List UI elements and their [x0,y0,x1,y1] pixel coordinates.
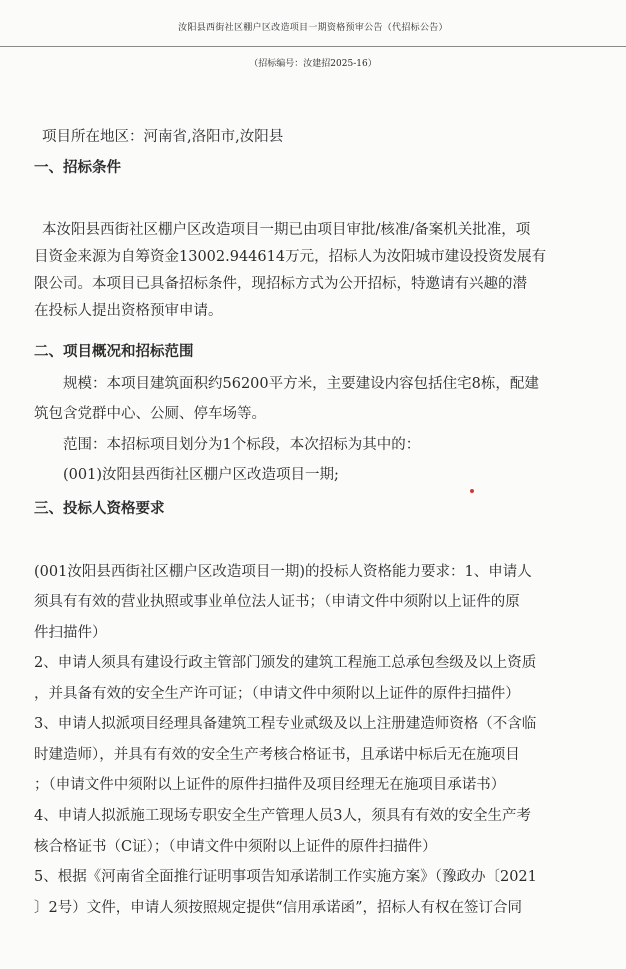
section-1-line: 限公司。本项目已具备招标条件，现招标方式为公开招标，特邀请有兴趣的潜 [34,276,527,292]
section-3-line: 核合格证书（C证）；（申请文件中须附以上证件的原件扫描件） [34,839,437,855]
section-3-line: 须具有有效的营业执照或事业单位法人证书；（申请文件中须附以上证件的原 [34,594,520,610]
section-2-line: 范围：本招标项目划分为1个标段，本次招标为其中的： [63,437,421,453]
section-3-line: ；（申请文件中须附以上证件的原件扫描件及项目经理无在施项目承诺书） [34,777,506,793]
section-3-line: 2、申请人须具有建设行政主管部门颁发的建筑工程施工总承包叁级及以上资质 [34,655,537,671]
section-1-line: 目资金来源为自筹资金13002.944614万元，招标人为汝阳城市建设投资发展有 [34,249,547,265]
section-3-line: ，并具备有效的安全生产许可证；（申请文件中须附以上证件的原件扫描件） [34,686,520,702]
project-location: 项目所在地区：河南省,洛阳市,汝阳县 [42,129,284,145]
title-divider [0,46,626,47]
section-2-line: (001)汝阳县西街社区棚户区改造项目一期; [63,467,339,483]
section-1-line: 本汝阳县西街社区棚户区改造项目一期已由项目审批/核准/备案机关批准，项 [42,222,531,238]
section-1-line: 在投标人提出资格预审申请。 [34,303,223,319]
document-title: 汝阳县西街社区棚户区改造项目一期资格预审公告（代招标公告） [178,23,448,33]
section-3-line: 时建造师），并具有有效的安全生产考核合格证书，且承诺中标后无在施项目 [34,747,520,763]
section-3-line: 3、申请人拟派项目经理具备建筑工程专业贰级及以上注册建造师资格（不含临 [34,716,537,732]
section-2-line: 规模：本项目建筑面积约56200平方米，主要建设内容包括住宅8栋，配建 [63,376,539,392]
section-1-heading: 一、招标条件 [34,160,121,176]
section-3-line: 4、申请人拟派施工现场专职安全生产管理人员3人，须具有有效的安全生产考 [34,808,531,824]
red-ink-mark [470,489,474,493]
section-2-heading: 二、项目概况和招标范围 [34,344,194,360]
section-3-line: 〕2号）文件，申请人须按照规定提供“信用承诺函”，招标人有权在签订合同 [34,900,523,916]
section-3-line: 件扫描件） [34,625,107,641]
section-2-line: 筑包含党群中心、公厕、停车场等。 [34,406,266,422]
section-3-heading: 三、投标人资格要求 [34,501,165,517]
section-3-line: 5、根据《河南省全面推行证明事项告知承诺制工作实施方案》（豫政办〔2021 [34,869,537,885]
section-3-line: (001汝阳县西街社区棚户区改造项目一期)的投标人资格能力要求：1、申请人 [34,564,532,580]
tender-number: （招标编号：汝建招2025-16） [249,59,377,69]
